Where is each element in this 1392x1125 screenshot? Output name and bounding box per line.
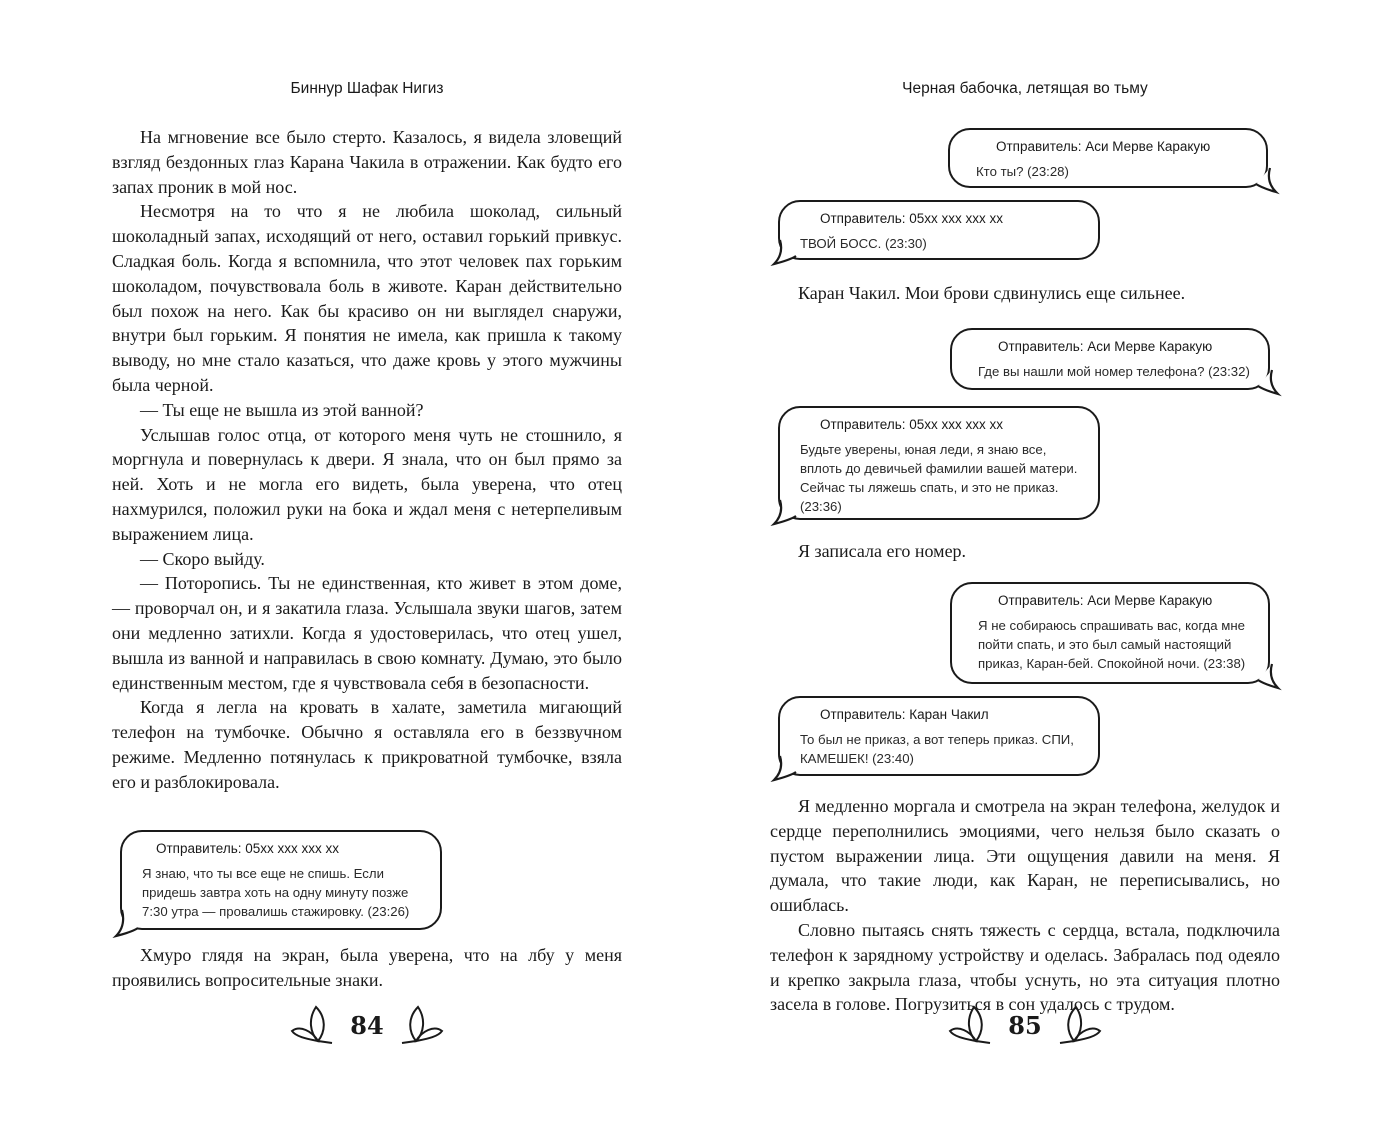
message-text: То был не приказ, а вот теперь приказ. СПИ, КАМЕШЕК! (23:40) xyxy=(800,732,1074,766)
message-sender: Отправитель: 05хх ххх ххх хх xyxy=(820,211,1003,226)
page-number: 84 xyxy=(350,1010,384,1040)
message-sender: Отправитель: 05хх ххх ххх хх xyxy=(156,841,339,856)
message-sender: Отправитель: Аси Мерве Каракую xyxy=(998,339,1213,354)
message-bubble-outgoing xyxy=(950,328,1270,390)
bubble-tail-icon xyxy=(772,238,798,266)
paragraph: — Скоро выйду. xyxy=(140,548,265,569)
right-line-2 xyxy=(798,539,1280,564)
message-sender: Отправитель: Каран Чакил xyxy=(820,707,989,722)
right-prose-bottom xyxy=(770,794,1280,1017)
message-text: Кто ты? (23:28) xyxy=(976,164,1069,179)
paragraph: Услышав голос отца, от которого меня чуть не стошнило, я моргнула и повернулась к двери. Я знала, что он был прямо за ней. Хоть и не могла его видеть, была уверена, что отец нахмурился, положил руки на бока и ждал меня с нетерпеливым выражением лица. xyxy=(112,424,622,544)
message-bubble-outgoing xyxy=(950,582,1270,684)
bubble-tail-icon xyxy=(114,908,140,938)
message-bubble-incoming xyxy=(778,200,1100,260)
message-bubble-outgoing xyxy=(948,128,1268,188)
left-prose-bottom xyxy=(112,943,622,993)
paragraph: Хмуро глядя на экран, была уверена, что на лбу у меня проявились вопросительные знаки. xyxy=(112,945,622,990)
running-head-author: Биннур Шафак Нигиз xyxy=(290,80,444,97)
right-line-1 xyxy=(798,281,1280,306)
message-text: ТВОЙ БОСС. (23:30) xyxy=(800,236,927,251)
message-bubble-incoming xyxy=(778,406,1100,520)
bubble-tail-icon xyxy=(772,754,798,782)
message-sender: Отправитель: Аси Мерве Каракую xyxy=(996,139,1211,154)
message-bubble xyxy=(120,830,442,930)
paragraph: Каран Чакил. Мои брови сдвинулись еще сильнее. xyxy=(798,283,1186,303)
paragraph: Я медленно моргала и смотрела на экран телефона, желудок и сердце переполнились эмоциями, чего нельзя было сказать о пустом выражении лица. Эти ощущения давили на меня. Я думала, что такие люди, как Каран, не переписывались, но ошиблась. xyxy=(770,796,1280,916)
page-folio xyxy=(112,1002,622,1048)
paragraph: Несмотря на то что я не любила шоколад, сильный шоколадный запах, исходящий от него, оставил горький привкус. Сладкая боль. Когда я вспомнила, что этот человек пах горьким шоколадом, почувствовала боль в животе. Каран действительно был похож на него. Как бы красиво он ни выглядел снаружи, внутри был горьким. Я понятия не имела, как пришла к такому выводу, но мне стало казаться, что даже кровь у этого мужчины была черной. xyxy=(112,201,622,395)
page-folio xyxy=(770,1002,1280,1048)
paragraph: На мгновение все было стерто. Казалось, я видела зловещий взгляд бездонных глаз Карана Чакила в отражении. Как будто его запах проник в мой нос. xyxy=(112,127,622,197)
paragraph: Я записала его номер. xyxy=(798,541,967,561)
left-prose-top xyxy=(112,125,622,795)
message-text: Я не собираюсь спрашивать вас, когда мне пойти спать, и это был самый настоящий приказ, Каран-бей. Спокойной ночи. (23:38) xyxy=(978,618,1246,671)
paragraph: Когда я легла на кровать в халате, заметила мигающий телефон на тумбочке. Обычно я оставляла его в беззвучном режиме. Медленно потянулась к прикроватной тумбочке, взяла его и разблокировала. xyxy=(112,697,622,792)
bubble-tail-icon xyxy=(772,498,798,526)
bubble-tail-icon xyxy=(1254,166,1280,194)
message-sender: Отправитель: 05хх ххх ххх хх xyxy=(820,417,1003,432)
page-number: 85 xyxy=(1008,1010,1042,1040)
running-head-title: Черная бабочка, летящая во тьму xyxy=(902,80,1148,97)
paragraph: — Поторопись. Ты не единственная, кто живет в этом доме, — проворчал он, и я закатила глаза. Услышала звуки шагов, затем они медленно затихли. Когда я удостоверилась, что отец ушел, вышла из ванной и направилась в свою комнату. Думаю, это было единственным местом, где я чувствовала себя в безопасности. xyxy=(112,573,622,693)
butterfly-icon xyxy=(398,1003,446,1047)
message-text: Будьте уверены, юная леди, я знаю все, вплоть до девичьей фамилии вашей матери. Сейчас ты ляжешь спать, и это не приказ. (23:36) xyxy=(800,442,1078,514)
message-bubble-incoming xyxy=(778,696,1100,776)
bubble-tail-icon xyxy=(1256,368,1282,396)
bubble-tail-icon xyxy=(1256,662,1282,690)
butterfly-icon xyxy=(288,1003,336,1047)
butterfly-icon xyxy=(1056,1003,1104,1047)
paragraph: Словно пытаясь снять тяжесть с сердца, встала, подключила телефон к зарядному устройству и оделась. Забралась под одеяло и крепко закрыла глаза, чтобы уснуть, но эта ситуация плотно засела в голове. Погрузиться в сон удалось с трудом. xyxy=(770,919,1280,1015)
message-sender: Отправитель: Аси Мерве Каракую xyxy=(998,593,1213,608)
right-page xyxy=(770,0,1280,1125)
message-text: Где вы нашли мой номер телефона? (23:32) xyxy=(978,364,1250,379)
butterfly-icon xyxy=(946,1003,994,1047)
paragraph: — Ты еще не вышла из этой ванной? xyxy=(140,399,424,420)
left-page xyxy=(112,0,622,1125)
message-text: Я знаю, что ты все еще не спишь. Если придешь завтра хоть на одну минуту позже 7:30 утра — провалишь стажировку. (23:26) xyxy=(142,866,410,919)
